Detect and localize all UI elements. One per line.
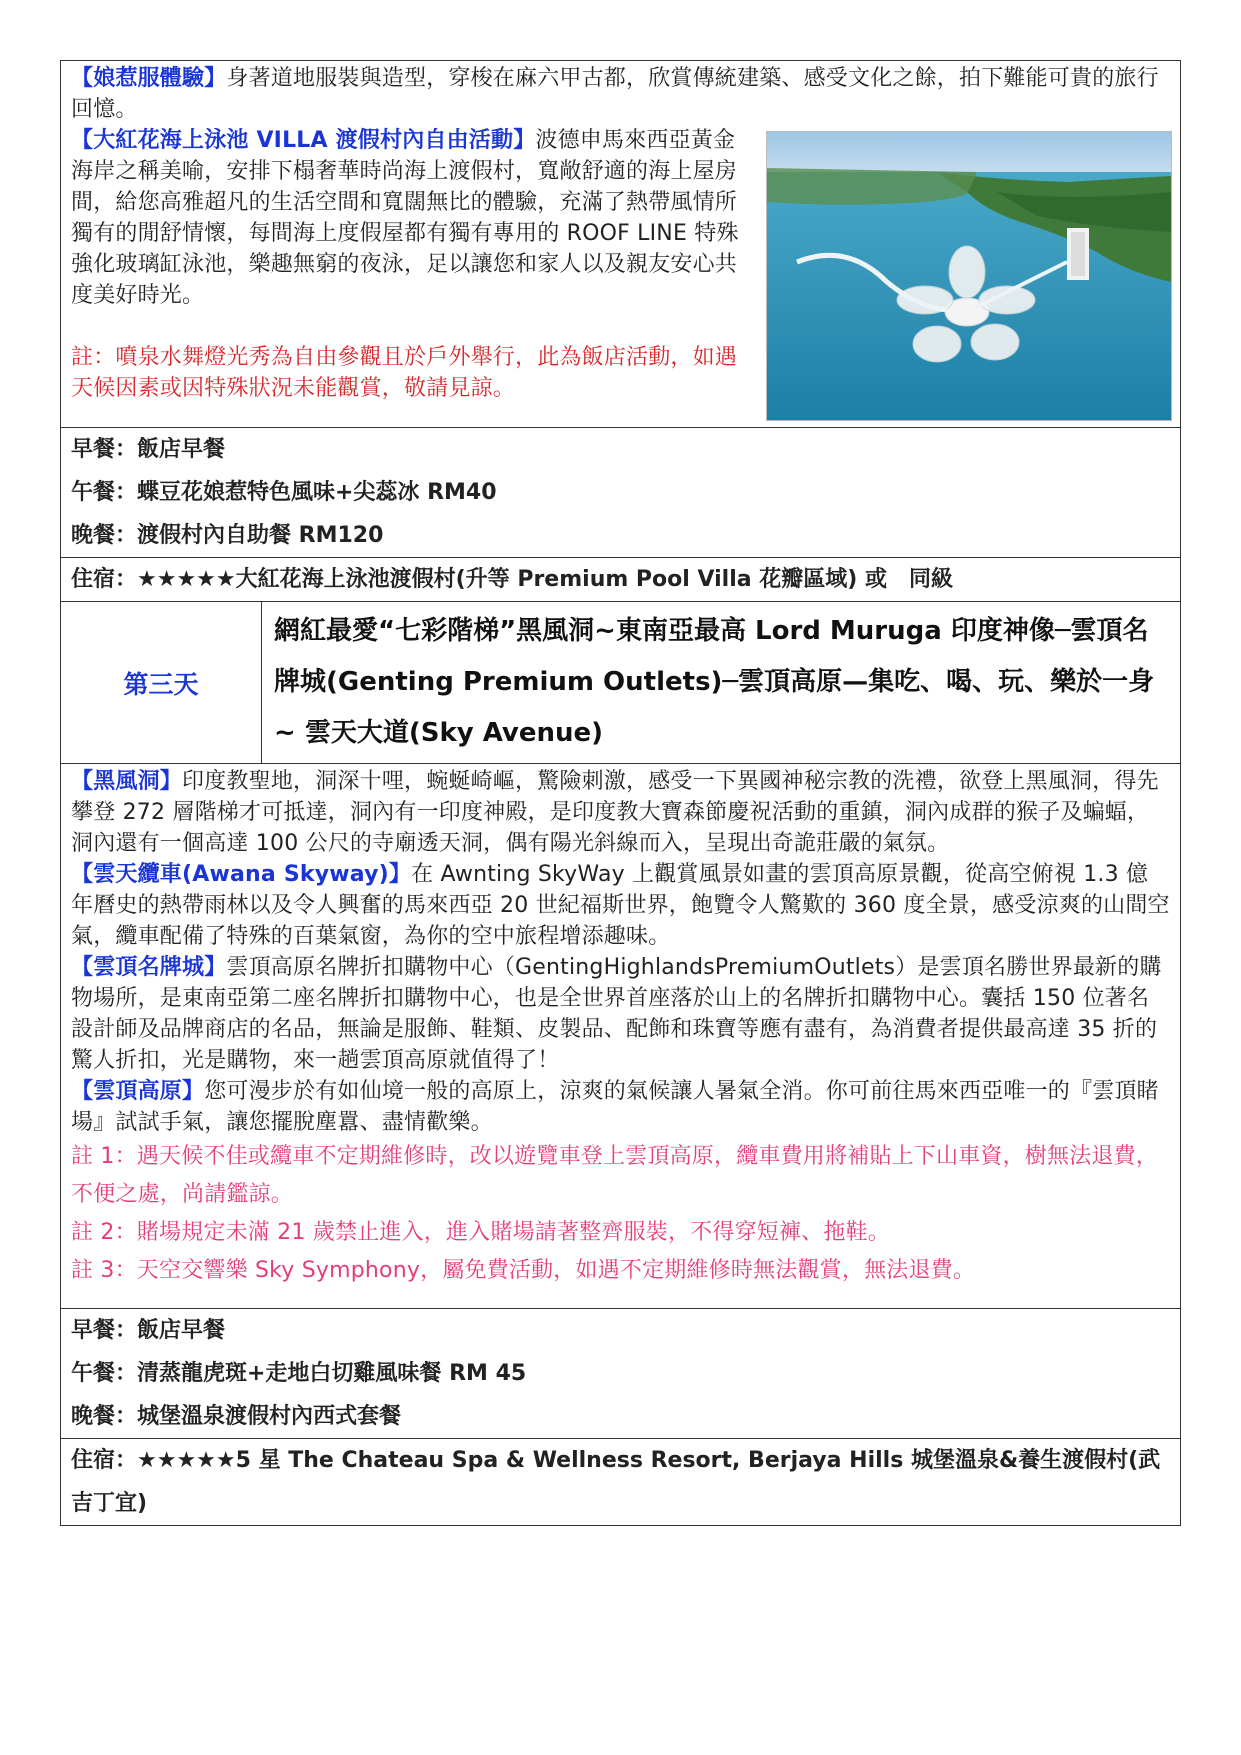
premium-outlets-heading: 【雲頂名牌城】 bbox=[71, 955, 227, 980]
casino-note: 註 2：賭場規定未滿 21 歲禁止進入，進入賭場請著整齊服裝，不得穿短褲、拖鞋。 bbox=[71, 1220, 890, 1245]
day3-breakfast: 早餐：飯店早餐 bbox=[71, 1318, 226, 1343]
hibiscus-villa-heading: 【大紅花海上泳池 VILLA 渡假村內自由活動】 bbox=[71, 128, 536, 153]
skyway-paragraph bbox=[61, 859, 1180, 952]
premium-outlets-paragraph bbox=[61, 952, 1180, 1076]
day3-lunch: 午餐：清蒸龍虎斑+走地白切雞風味餐 RM 45 bbox=[71, 1361, 527, 1386]
batu-caves-text: 印度教聖地，洞深十哩，蜿蜒崎嶇，驚險刺激，感受一下異國神秘宗教的洗禮，欲登上黑風洞，得先攀登 272 層階梯才可抵達，洞內有一印度神殿，是印度教大寶森節慶祝活動的重鎮，洞內成群的猴子及蝙蝠，洞內還有一個高達 100 公尺的寺廟透天洞，偶有陽光斜線而入，呈現出奇詭莊嚴的氣氛。 bbox=[71, 769, 1159, 856]
sky-symphony-note: 註 3：天空交響樂 Sky Symphony，屬免費活動，如遇不定期維修時無法觀賞，無法退費。 bbox=[71, 1258, 976, 1283]
nyonya-costume-text: 身著道地服裝與造型，穿梭在麻六甲古都，欣賞傳統建築、感受文化之餘，拍下難能可貴的旅行回憶。 bbox=[71, 66, 1159, 122]
cable-car-note: 註 1：遇天候不佳或纜車不定期維修時，改以遊覽車登上雲頂高原，纜車費用將補貼上下山車資，樹無法退費，不便之處，尚請鑑諒。 bbox=[71, 1144, 1158, 1207]
day2-lunch: 午餐：蝶豆花娘惹特色風味+尖蕊冰 RM40 bbox=[71, 480, 497, 505]
batu-caves-paragraph bbox=[61, 766, 1180, 859]
day3-hotel bbox=[60, 1438, 1181, 1526]
day2-breakfast: 早餐：飯店早餐 bbox=[71, 437, 226, 462]
genting-highlands-heading: 【雲頂高原】 bbox=[71, 1079, 205, 1104]
day3-title: 網紅最愛“七彩階梯”黑風洞~東南亞最高 Lord Muruga 印度神像─雲頂名牌城(Genting Premium Outlets)─雲頂高原—集吃、喝、玩、樂於一身 ~ 雲天大道(Sky Avenue) bbox=[274, 616, 1155, 748]
skyway-text: 在 Awnting SkyWay 上觀賞風景如畫的雲頂高原景觀，從高空俯視 1.3 億年曆史的熱帶雨林以及令人興奮的馬來西亞 20 世紀福斯世界，飽覽令人驚歎的 360 度全景，感受涼爽的山間空氣，纜車配備了特殊的百葉氣窗，為你的空中旅程增添趣味。 bbox=[71, 862, 1170, 949]
hibiscus-villa-text: 波德申馬來西亞黃金海岸之稱美喻，安排下榻奢華時尚海上渡假村，寬敞舒適的海上屋房間，給您高雅超凡的生活空間和寬闊無比的體驗，充滿了熱帶風情所獨有的閒舒情懷，每間海上度假屋都有獨有專用的 ROOF LINE 特殊強化玻璃缸泳池，樂趣無窮的夜泳，足以讓您和家人以及親友安心共度美好時光。 bbox=[71, 128, 739, 308]
premium-outlets-text: 雲頂高原名牌折扣購物中心（GentingHighlandsPremiumOutlets）是雲頂名勝世界最新的購物場所，是東南亞第二座名牌折扣購物中心，也是全世界首座落於山上的名牌折扣購物中心。囊括 150 位著名設計師及品牌商店的名品，無論是服飾、鞋類、皮製品、配飾和珠寶等應有盡有，為消費者提供最高達 35 折的驚人折扣，光是購物，來一趟雲頂高原就值得了！ bbox=[71, 955, 1162, 1073]
resort-aerial-photo bbox=[766, 131, 1172, 421]
itinerary-page bbox=[60, 60, 1181, 1526]
batu-caves-heading: 【黑風洞】 bbox=[71, 769, 183, 794]
day2-meals bbox=[60, 427, 1181, 557]
nyonya-costume-paragraph bbox=[61, 63, 1180, 125]
day2-activities bbox=[60, 60, 1181, 427]
day3-hotel-text: 住宿：★★★★★5 星 The Chateau Spa & Wellness Resort, Berjaya Hills 城堡溫泉&養生渡假村(武吉丁宜) bbox=[71, 1448, 1161, 1516]
resort-photo-illustration bbox=[767, 132, 1171, 420]
day2-hotel bbox=[60, 557, 1181, 601]
day3-header-row bbox=[60, 601, 1181, 763]
genting-highlands-paragraph bbox=[61, 1076, 1180, 1138]
day3-meals bbox=[60, 1308, 1181, 1438]
nyonya-costume-heading: 【娘惹服體驗】 bbox=[71, 66, 227, 91]
genting-highlands-text: 您可漫步於有如仙境一般的高原上，涼爽的氣候讓人暑氣全消。你可前往馬來西亞唯一的『雲頂睹場』試試手氣，讓您擺脫塵囂、盡情歡樂。 bbox=[71, 1079, 1159, 1135]
day2-dinner: 晚餐：渡假村內自助餐 RM120 bbox=[71, 523, 384, 548]
fountain-show-note: 註：噴泉水舞燈光秀為自由參觀且於戶外舉行，此為飯店活動，如遇天候因素或因特殊狀況未能觀賞，敬請見諒。 bbox=[71, 345, 738, 401]
day3-dinner: 晚餐：城堡溫泉渡假村內西式套餐 bbox=[71, 1404, 402, 1429]
day3-label: 第三天 bbox=[61, 602, 262, 763]
day2-hotel-text: 住宿：★★★★★大紅花海上泳池渡假村(升等 Premium Pool Villa 花瓣區域) 或 同級 bbox=[71, 567, 953, 592]
skyway-heading: 【雲天纜車(Awana Skyway)】 bbox=[71, 862, 412, 887]
day3-activities bbox=[60, 763, 1181, 1308]
